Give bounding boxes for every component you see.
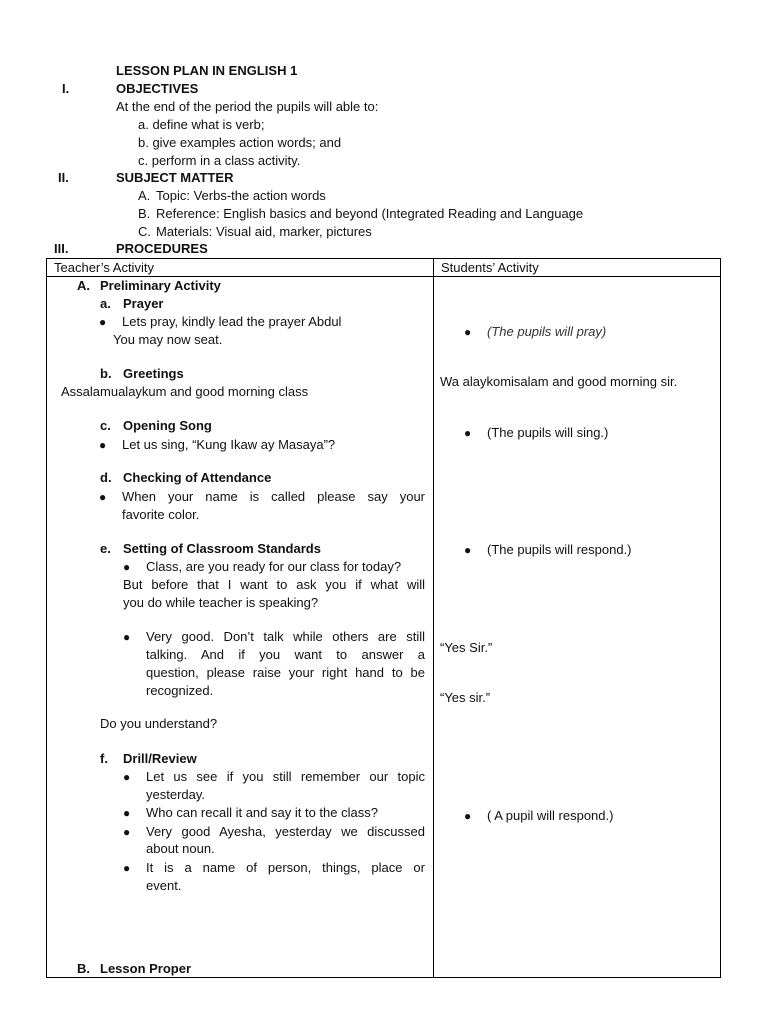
step-title: Drill/Review [123, 751, 197, 766]
subject-item: Reference: English basics and beyond (Integrated Reading and Language [156, 206, 584, 221]
bullet-icon: ● [464, 543, 472, 557]
student-response: ( A pupil will respond.) [487, 808, 614, 823]
teacher-line: you do while teacher is speaking? [123, 595, 319, 610]
page-title: LESSON PLAN IN ENGLISH 1 [116, 63, 298, 78]
step-letter: b. [100, 366, 112, 381]
step-letter: c. [100, 418, 111, 433]
bullet-icon: ● [464, 325, 472, 339]
section-number: I. [62, 81, 70, 96]
bullet-icon: ● [464, 809, 472, 823]
teacher-line: But before that I want to ask you if what will [123, 577, 425, 592]
section-title: OBJECTIVES [116, 81, 199, 96]
teacher-line: recognized. [146, 683, 214, 698]
step-title: Setting of Classroom Standards [123, 541, 321, 556]
step-letter: a. [100, 296, 111, 311]
section-number: III. [54, 241, 69, 256]
teacher-line: You may now seat. [113, 332, 223, 347]
teacher-line: Lets pray, kindly lead the prayer Abdul [122, 314, 342, 329]
teacher-line: Let us see if you still remember our topic [146, 769, 425, 784]
teacher-line: It is a name of person, things, place or [146, 860, 425, 875]
bullet-icon: ● [99, 438, 107, 452]
bullet-icon: ● [123, 630, 131, 644]
step-letter: d. [100, 470, 112, 485]
bullet-icon: ● [123, 825, 131, 839]
objective-item: a. define what is verb; [138, 117, 265, 132]
objectives-intro: At the end of the period the pupils will able to: [116, 99, 379, 114]
teacher-line: event. [146, 878, 182, 893]
subject-item: Topic: Verbs-the action words [156, 188, 326, 203]
student-response: (The pupils will pray) [487, 324, 607, 339]
student-response: “Yes Sir.” [440, 640, 493, 655]
step-title: Checking of Attendance [123, 470, 272, 485]
objective-item: c. perform in a class activity. [138, 153, 301, 168]
teacher-line: talking. And if you want to answer a [146, 647, 425, 662]
part-title: Preliminary Activity [100, 278, 221, 293]
section-title: SUBJECT MATTER [116, 170, 234, 185]
bullet-icon: ● [123, 806, 131, 820]
table-divider [433, 258, 434, 978]
teacher-line: Very good. Don’t talk while others are still [146, 629, 425, 644]
subject-letter: A. [138, 188, 151, 203]
student-response: (The pupils will respond.) [487, 542, 632, 557]
teacher-line: Class, are you ready for our class for today? [146, 559, 402, 574]
step-title: Opening Song [123, 418, 212, 433]
bullet-icon: ● [123, 560, 131, 574]
student-response: (The pupils will sing.) [487, 425, 609, 440]
teacher-line: When your name is called please say your [122, 489, 425, 504]
subject-item: Materials: Visual aid, marker, pictures [156, 224, 372, 239]
student-response: Wa alaykomisalam and good morning sir. [440, 374, 678, 389]
teacher-line: yesterday. [146, 787, 206, 802]
teacher-line: Let us sing, “Kung Ikaw ay Masaya”? [122, 437, 336, 452]
section-number: II. [58, 170, 69, 185]
bullet-icon: ● [99, 490, 107, 504]
students-column-header: Students’ Activity [441, 260, 539, 275]
bullet-icon: ● [464, 426, 472, 440]
teacher-line: Assalamualaykum and good morning class [61, 384, 309, 399]
step-letter: f. [100, 751, 108, 766]
teacher-line: Very good Ayesha, yesterday we discussed [146, 824, 425, 839]
bullet-icon: ● [99, 315, 107, 329]
part-letter: B. [77, 961, 90, 976]
subject-letter: C. [138, 224, 151, 239]
teacher-column-header: Teacher’s Activity [54, 260, 154, 275]
bullet-icon: ● [123, 770, 131, 784]
student-response: “Yes sir.” [440, 690, 491, 705]
teacher-line: about noun. [146, 841, 215, 856]
table-header-rule [46, 276, 721, 277]
teacher-line: Who can recall it and say it to the class? [146, 805, 378, 820]
teacher-line: question, please raise your right hand to be [146, 665, 425, 680]
section-title: PROCEDURES [116, 241, 208, 256]
step-title: Prayer [123, 296, 164, 311]
part-title: Lesson Proper [100, 961, 192, 976]
teacher-line: Do you understand? [100, 716, 218, 731]
bullet-icon: ● [123, 861, 131, 875]
step-letter: e. [100, 541, 111, 556]
step-title: Greetings [123, 366, 184, 381]
part-letter: A. [77, 278, 90, 293]
subject-letter: B. [138, 206, 151, 221]
teacher-line: favorite color. [122, 507, 200, 522]
objective-item: b. give examples action words; and [138, 135, 342, 150]
